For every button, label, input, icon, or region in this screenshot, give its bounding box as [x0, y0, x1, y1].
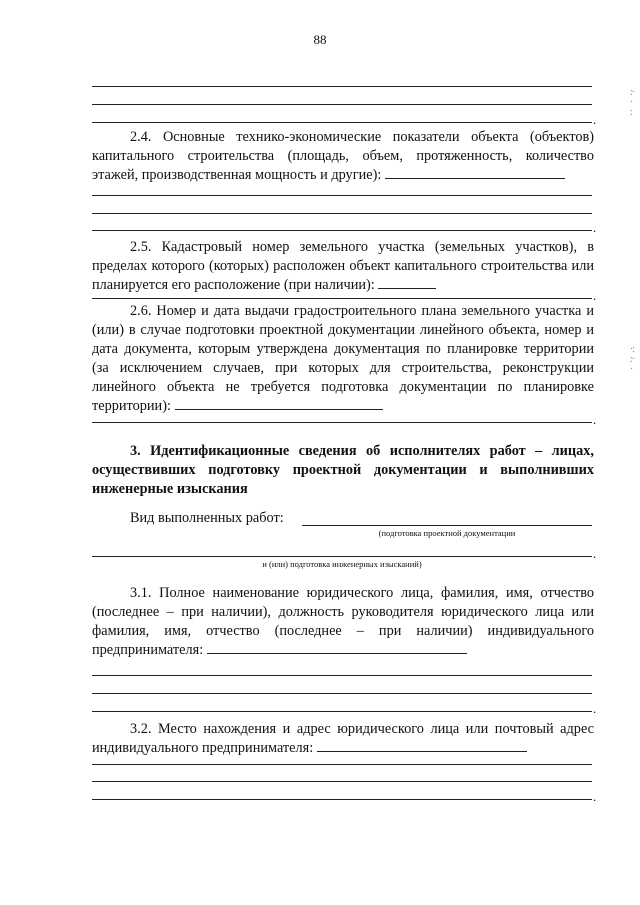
- section-2-6: [92, 302, 594, 416]
- line-end-period: .: [593, 789, 597, 804]
- section-3-heading-text: 3. Идентификационные сведения об исполнителях работ – лицах, осуществивших подготовку проектной документации и выполнивших инженерные изыскания: [92, 443, 594, 497]
- fill-line: [92, 195, 592, 196]
- section-2-5-text: 2.5. Кадастровый номер земельного участка (земельных участков), в пределах которого (которых) расположен объект капитального строительства или планируется его расположение (при наличии):: [92, 239, 594, 293]
- section-2-4-text: 2.4. Основные технико-экономические показатели объекта (объектов) капитального строительства (площадь, объем, протяженность, количество этажей, производственная мощность и другие):: [92, 129, 594, 183]
- fill-line: [92, 693, 592, 694]
- caption-design: (подготовка проектной документации: [378, 528, 516, 538]
- fill-line: [92, 230, 592, 231]
- fill-line: [92, 86, 592, 87]
- answer-field[interactable]: [175, 397, 383, 410]
- fill-line: [92, 213, 592, 214]
- section-3-heading: [92, 442, 594, 499]
- section-2-6-text: 2.6. Номер и дата выдачи градостроительного плана земельного участка и (или) в случае подготовки проектной документации линейного объекта, номер и дата документа, которым утверждена документация по планировке территории (за исключением случаев, при которых для строительства, реконструкции линейного объекта не требуется подготовка документации по планировке территории):: [92, 303, 594, 414]
- section-3-1: [92, 584, 594, 660]
- page-number: 88: [313, 32, 327, 47]
- line-end-period: .: [593, 220, 597, 235]
- section-3-2-text: 3.2. Место нахождения и адрес юридического лица или почтовый адрес индивидуального предпринимателя:: [92, 721, 594, 756]
- section-3-1-text: 3.1. Полное наименование юридического лица, фамилия, имя, отчество (последнее – при наличии), должность руководителя юридического лица или фамилия, имя, отчество (последнее – при наличии) индивидуального предпринимателя:: [92, 585, 594, 658]
- line-end-period: .: [593, 546, 597, 561]
- line-end-period: .: [593, 701, 597, 716]
- answer-field[interactable]: [317, 739, 527, 752]
- fill-line: [92, 764, 592, 765]
- fill-line: [92, 675, 592, 676]
- fill-line: [92, 711, 592, 712]
- answer-field[interactable]: [385, 166, 565, 179]
- fill-line: [92, 104, 592, 105]
- work-type-label: Вид выполненных работ:: [130, 510, 284, 526]
- section-2-5: [92, 238, 594, 295]
- fill-line: [92, 781, 592, 782]
- work-type-field-2[interactable]: [92, 556, 592, 557]
- section-3-2: [92, 720, 594, 758]
- fill-line: [92, 799, 592, 800]
- scan-noise: ·: :· ·: [629, 344, 634, 375]
- answer-field[interactable]: [207, 641, 467, 654]
- line-end-period: .: [593, 412, 597, 427]
- fill-line: [92, 122, 592, 123]
- line-end-period: .: [593, 112, 597, 127]
- work-type-field[interactable]: [302, 525, 592, 526]
- fill-line: [92, 422, 592, 423]
- caption-survey: и (или) подготовка инженерных изысканий): [262, 559, 422, 569]
- section-2-4: [92, 128, 594, 185]
- scan-noise: :· · :: [629, 87, 634, 118]
- line-end-period: .: [593, 288, 597, 303]
- fill-line: [92, 298, 592, 299]
- answer-field[interactable]: [378, 276, 436, 289]
